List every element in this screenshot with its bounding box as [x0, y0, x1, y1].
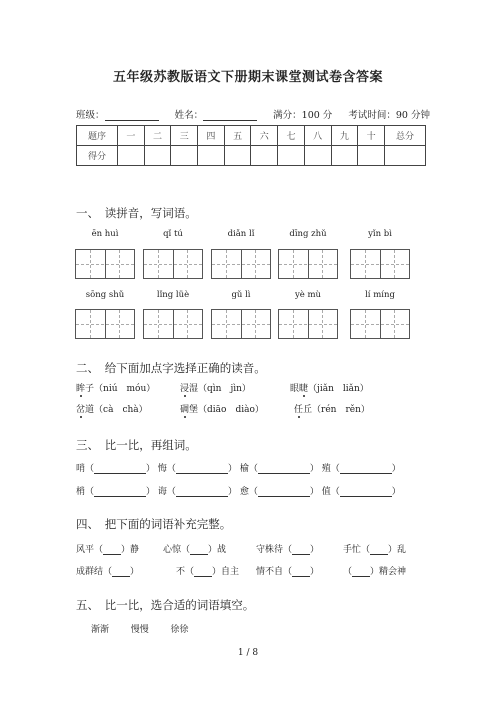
- compare-char: 梢: [76, 487, 86, 497]
- reading-item: [76, 402, 148, 415]
- tianzi-grid[interactable]: [75, 249, 135, 279]
- idiom-item: [76, 564, 139, 577]
- compare-char: 悔: [157, 464, 167, 474]
- compare-char: 殖: [321, 464, 331, 474]
- page-title: 五年级苏教版语文下册期末课堂测试卷含答案: [112, 70, 383, 85]
- reading-options[interactable]: niú móu）: [103, 384, 156, 394]
- section-3-heading: 三、 比一比，再组词。: [76, 438, 197, 452]
- word-rest: 道（: [85, 405, 104, 415]
- tianzi-grid[interactable]: [143, 309, 203, 339]
- compare-char: 愈: [239, 487, 249, 497]
- pinyin: dīng zhǔ: [289, 229, 327, 239]
- section-2-heading: 二、 给下面加点字选择正确的读音。: [76, 361, 266, 375]
- word-choice: 渐渐: [91, 625, 110, 635]
- idiom-blank[interactable]: [112, 567, 130, 577]
- score-cell[interactable]: [198, 146, 225, 166]
- tianzi-grid[interactable]: [143, 249, 203, 279]
- answer-blank[interactable]: [258, 464, 310, 474]
- idiom-item: [76, 542, 139, 555]
- score-cell[interactable]: [144, 146, 171, 166]
- answer-blank[interactable]: [340, 487, 392, 497]
- score-cell[interactable]: [118, 146, 145, 166]
- word-rest: 子（: [85, 384, 104, 394]
- answer-blank[interactable]: [176, 464, 228, 474]
- score-row: [77, 146, 426, 166]
- pinyin: yè mù: [294, 290, 322, 300]
- name-blank[interactable]: [203, 110, 257, 121]
- answer-blank[interactable]: [94, 464, 146, 474]
- reading-item: [180, 381, 251, 394]
- idiom-pre: 手忙（: [343, 545, 371, 555]
- idiom-post: ）: [310, 567, 320, 577]
- answer-blank[interactable]: [94, 487, 146, 497]
- idiom-item: [343, 564, 406, 577]
- score-cell[interactable]: [251, 146, 278, 166]
- score-row-label: 得分: [77, 146, 118, 166]
- idiom-blank[interactable]: [190, 545, 208, 555]
- class-label: 班级：: [76, 110, 105, 121]
- reading-item: [180, 402, 264, 415]
- idiom-pre: （: [343, 567, 353, 577]
- col-header: 五: [224, 126, 251, 146]
- reading-options[interactable]: qìn jìn）: [207, 384, 251, 394]
- pinyin: yǐn bì: [368, 229, 392, 239]
- idiom-blank[interactable]: [292, 567, 310, 577]
- name-label: 姓名：: [174, 110, 204, 121]
- col-header: 四: [198, 126, 225, 146]
- idiom-blank[interactable]: [370, 545, 388, 555]
- reading-options[interactable]: （jiǎn liǎn）: [308, 384, 369, 394]
- tianzi-grid[interactable]: [75, 309, 135, 339]
- idiom-blank[interactable]: [352, 567, 370, 577]
- word-rest: 堡（: [189, 405, 208, 415]
- idiom-post: ）战: [208, 545, 227, 555]
- pinyin: diǎn lǐ: [227, 229, 255, 239]
- dotted-char: 碉: [180, 405, 190, 415]
- reading-options[interactable]: diāo diào）: [207, 405, 264, 415]
- tianzi-grid[interactable]: [211, 249, 271, 279]
- section-4-heading: 四、 把下面的词语补充完整。: [76, 517, 232, 531]
- word-choices: [91, 622, 189, 635]
- idiom-item: [256, 542, 319, 555]
- score-cell[interactable]: [385, 146, 426, 166]
- col-header: 九: [331, 126, 358, 146]
- pinyin: ēn huì: [91, 229, 119, 239]
- score-cell[interactable]: [171, 146, 198, 166]
- tianzi-grid[interactable]: [350, 309, 410, 339]
- pinyin: qǐ tú: [163, 229, 183, 239]
- dotted-char: 眸: [76, 384, 86, 394]
- col-header: 八: [304, 126, 331, 146]
- score-table-header: [77, 126, 426, 146]
- section-1-heading: 一、 读拼音，写词语。: [76, 206, 197, 220]
- idiom-blank[interactable]: [292, 545, 310, 555]
- idiom-pre: 情不自（: [256, 567, 293, 577]
- score-cell[interactable]: [224, 146, 251, 166]
- word-choice: 徐徐: [170, 625, 189, 635]
- idiom-post: ）静: [121, 545, 140, 555]
- idiom-post: ）乱: [388, 545, 407, 555]
- answer-blank[interactable]: [340, 464, 392, 474]
- dotted-char: 浸: [180, 384, 190, 394]
- score-cell[interactable]: [358, 146, 385, 166]
- idiom-post: ）自主: [212, 567, 240, 577]
- idiom-post: ）精会神: [370, 567, 407, 577]
- answer-blank[interactable]: [258, 487, 310, 497]
- idiom-pre: 不（: [176, 567, 195, 577]
- pinyin: lí míng: [365, 290, 395, 300]
- col-header: 题序: [77, 126, 118, 146]
- reading-item: [76, 381, 155, 394]
- word-choice: 慢慢: [130, 625, 149, 635]
- idiom-blank[interactable]: [103, 545, 121, 555]
- full-score-label: 满分：100 分: [273, 110, 333, 121]
- section-5-heading: 五、 比一比，选合适的词语填空。: [76, 598, 255, 612]
- idiom-item: [176, 564, 239, 577]
- compare-row: 哨（ ） 悔（ ） 榆（ ） 殖（ ）: [76, 464, 401, 474]
- tianzi-grid[interactable]: [278, 249, 338, 279]
- reading-item: [294, 402, 370, 415]
- idiom-item: [163, 542, 226, 555]
- idiom-pre: 守株待（: [256, 545, 293, 555]
- idiom-item: [343, 542, 406, 555]
- score-table: [76, 125, 426, 166]
- reading-options[interactable]: cà chà）: [103, 405, 148, 415]
- score-cell[interactable]: [278, 146, 305, 166]
- col-header: 六: [251, 126, 278, 146]
- col-header: 七: [278, 126, 305, 146]
- reading-item: [290, 381, 369, 394]
- word-rest: 眼: [290, 384, 300, 394]
- tianzi-grid[interactable]: [350, 249, 410, 279]
- score-cell[interactable]: [331, 146, 358, 166]
- col-header: 二: [144, 126, 171, 146]
- pinyin: sōng shǔ: [85, 290, 125, 300]
- word-rest: 湿（: [189, 384, 208, 394]
- tianzi-grid[interactable]: [211, 309, 271, 339]
- pinyin: lǐng lüè: [156, 290, 190, 300]
- dotted-char: 任: [294, 405, 304, 415]
- col-header: 十: [358, 126, 385, 146]
- pinyin: gǔ lì: [231, 290, 251, 300]
- tianzi-grid[interactable]: [278, 309, 338, 339]
- col-header: 总分: [385, 126, 426, 146]
- score-cell[interactable]: [304, 146, 331, 166]
- reading-options[interactable]: （rén rěn）: [312, 405, 370, 415]
- class-blank[interactable]: [105, 110, 159, 121]
- page-number: 1 / 8: [237, 648, 259, 658]
- col-header: 三: [171, 126, 198, 146]
- compare-row: 梢（ ） 诲（ ） 愈（ ） 值（ ）: [76, 487, 401, 497]
- compare-char: 诲: [157, 487, 167, 497]
- dotted-char: 岔: [76, 405, 86, 415]
- idiom-item: [256, 564, 319, 577]
- student-info-line: [76, 107, 430, 121]
- col-header: 一: [118, 126, 145, 146]
- idiom-pre: 心惊（: [163, 545, 191, 555]
- idiom-pre: 风平（: [76, 545, 104, 555]
- word-rest: 丘: [303, 405, 313, 415]
- idiom-post: ）: [310, 545, 320, 555]
- idiom-post: ）: [130, 567, 140, 577]
- idiom-blank[interactable]: [194, 567, 212, 577]
- compare-char: 哨: [76, 464, 86, 474]
- dotted-char: 睫: [299, 384, 309, 394]
- idiom-pre: 成群结（: [76, 567, 113, 577]
- compare-char: 榆: [239, 464, 249, 474]
- answer-blank[interactable]: [176, 487, 228, 497]
- exam-time-label: 考试时间：90 分钟: [348, 110, 430, 121]
- compare-char: 值: [321, 487, 331, 497]
